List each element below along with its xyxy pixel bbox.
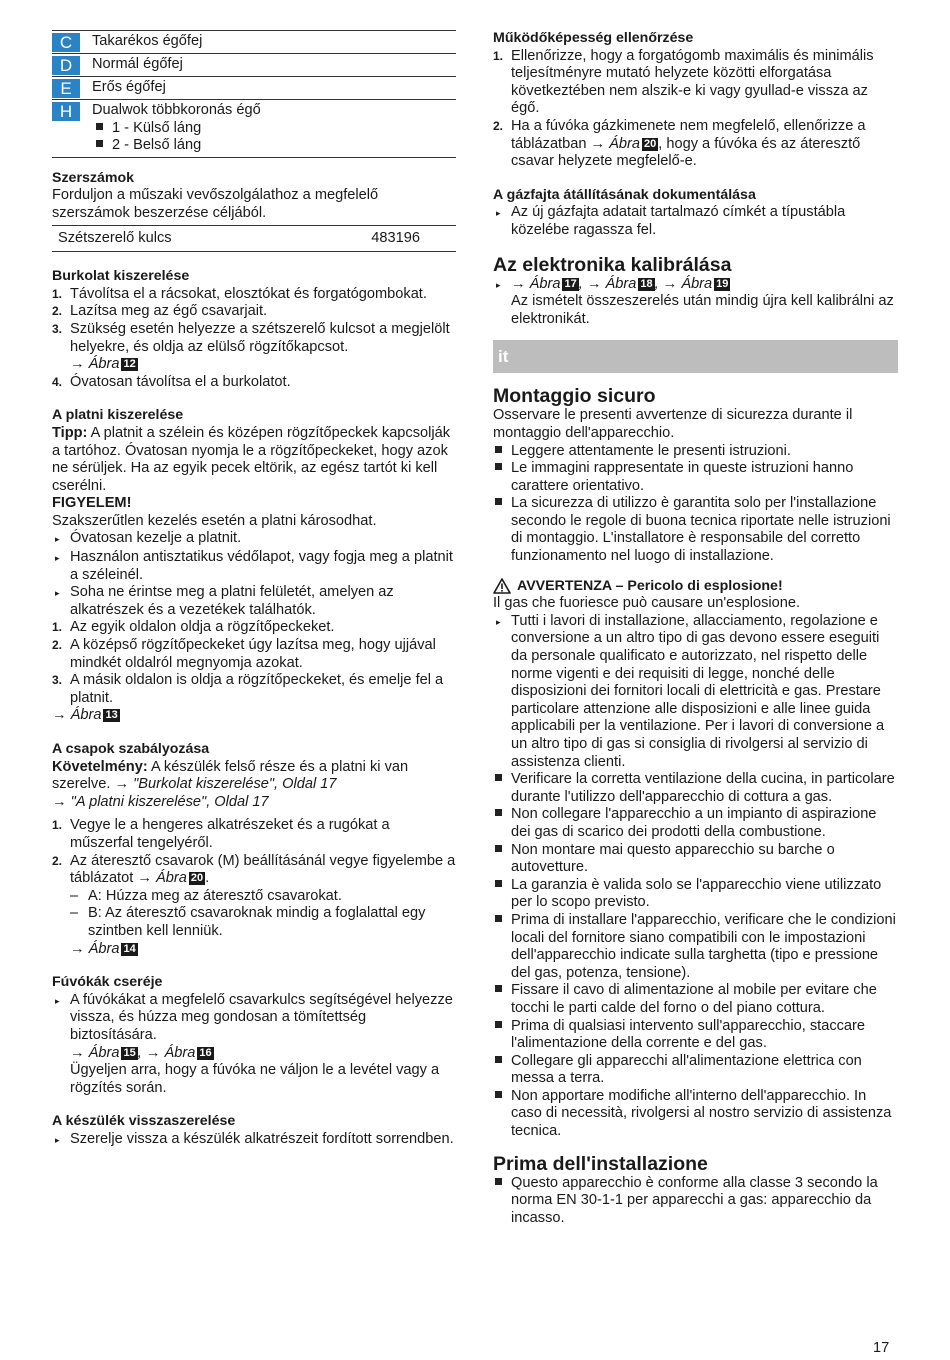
burner-key: C bbox=[52, 33, 80, 52]
figure-number: 20 bbox=[644, 137, 657, 150]
figure-number: 15 bbox=[123, 1046, 136, 1059]
list-item bbox=[493, 771, 898, 806]
triangle-bullet-icon: ▸ bbox=[55, 995, 60, 1006]
bullet-text: Prima di installare l'apparecchio, verificare che le condizioni locali del fornitore siano compatibili con le impostazioni dell'apparecchio indicate sulla targhetta (tipo e pressione del gas, potenza, tensione). bbox=[511, 911, 896, 981]
figure-ref: → Ábra bbox=[70, 1044, 120, 1061]
list-item bbox=[493, 1053, 898, 1088]
section-heading: A platni kiszerelése bbox=[52, 407, 184, 424]
list-item bbox=[493, 1018, 898, 1053]
page-number: 17 bbox=[873, 1340, 890, 1356]
right-column bbox=[493, 30, 898, 1227]
list-item bbox=[493, 806, 898, 841]
nozzles-section bbox=[52, 974, 456, 1097]
list-item: 2. Az áteresztő csavarok (M) beállításánál vegye figyelembe a táblázatot → Ábra 20 . bbox=[52, 852, 456, 887]
step-text: Lazítsa meg az égő csavarjait. bbox=[70, 303, 268, 320]
square-bullet-icon bbox=[495, 845, 502, 852]
square-bullet-icon bbox=[495, 1178, 502, 1185]
figure-number: 13 bbox=[105, 709, 118, 722]
square-bullet-icon bbox=[495, 774, 502, 781]
burner-label: Dualwok többkoronás égő bbox=[92, 102, 261, 118]
figure-ref: → Ábra bbox=[511, 275, 561, 292]
bullet-text: A fúvókákat a megfelelő csavarkulcs segítségével helyezze vissza, és húzza meg gondosan a tömítettség biztosítására. bbox=[70, 991, 453, 1043]
list-item bbox=[493, 613, 898, 771]
figure-number: 14 bbox=[123, 942, 136, 955]
triangle-bullet-icon: ▸ bbox=[496, 208, 501, 219]
square-bullet-icon bbox=[495, 1091, 502, 1098]
bullet-text: Tutti i lavori di installazione, allacciamento, regolazione e conversione a un altro tipo di gas devono essere eseguiti da personale qualificato e autorizzato, nel rispetto delle norme vigenti e dei requisiti di legge, nonché delle disposizioni dei fornitori locali di elettricità e gas. Prestare particolare attenzione alle disposizioni e alle linee guida applicabili per la ventilazione. Per i lavori di conversione a un altro tipo di gas si consiglia di rivolgersi al servizio di assistenza clienti. bbox=[511, 612, 885, 770]
section-heading: Szerszámok bbox=[52, 169, 135, 186]
bullet-text: Óvatosan kezelje a platnit. bbox=[70, 530, 242, 547]
caution-label: FIGYELEM! bbox=[52, 495, 132, 512]
square-bullet-icon bbox=[495, 446, 502, 453]
step-text: Szükség esetén helyezze a szétszerelő kulcsot a megjelölt helyekre, és oldja az elülső rögzítőkapcsot. bbox=[70, 320, 450, 355]
bullet-text: Szerelje vissza a készülék alkatrészeit fordított sorrendben. bbox=[70, 1130, 454, 1147]
list-item bbox=[493, 1088, 898, 1141]
square-bullet-icon bbox=[495, 809, 502, 816]
tool-code: 483196 bbox=[371, 229, 420, 246]
list-item: 1. Ellenőrizze, hogy a forgatógomb maximális és minimális teljesítményre mutató helyzete közötti elforgatása következtében nem alszik-e ki vagy gyullad-e vissza az égő. bbox=[493, 48, 898, 118]
burner-row bbox=[52, 54, 456, 77]
cross-reference: → "Burkolat kiszerelése", Oldal 17 bbox=[110, 776, 337, 793]
caution-text: Szakszerűtlen kezelés esetén a platni károsodhat. bbox=[52, 512, 377, 529]
paragraph: Osservare le presenti avvertenze di sicurezza durante il montaggio dell'apparecchio. bbox=[493, 407, 853, 441]
list-item bbox=[493, 204, 898, 239]
figure-ref: → Ábra bbox=[133, 870, 187, 887]
triangle-bullet-icon: ▸ bbox=[55, 588, 60, 599]
figure-number: 18 bbox=[640, 277, 653, 290]
plate-section bbox=[52, 407, 456, 725]
list-item bbox=[52, 530, 456, 549]
cover-section bbox=[52, 268, 456, 391]
burner-sublabel: 1 - Külső láng bbox=[112, 119, 202, 136]
requirement-text: A készülék felső része és a platni ki van szerelve. bbox=[52, 758, 409, 793]
step-text: Az egyik oldalon oldja a rögzítőpeckeket. bbox=[70, 619, 335, 636]
list-item bbox=[493, 495, 898, 565]
burner-label: Takarékos égőfej bbox=[92, 33, 203, 49]
list-item bbox=[493, 877, 898, 912]
step-text: , hogy a fúvóka és az áteresztő csavar helyzete megfelelő-e. bbox=[511, 135, 861, 170]
list-item bbox=[92, 137, 456, 155]
step-text: A másik oldalon is oldja a rögzítőpeckeket, és emelje fel a platnit. bbox=[70, 672, 444, 706]
tip-text: A platnit a szélein és középen rögzítőpeckek kapcsolják a tartóhoz. Óvatosan nyomja le a rögzítőpeckeket, hogy azok ne sérüljek. Ha az egyik pecek eltörik, az egész tartót ki kell cserélni. bbox=[52, 424, 451, 494]
triangle-bullet-icon: ▸ bbox=[55, 534, 60, 545]
bullet-text: Használon antisztatikus védőlapot, vagy fogja meg a platnit a széleinél. bbox=[70, 549, 453, 583]
section-heading: A gázfajta átállításának dokumentálása bbox=[493, 186, 756, 203]
tip-paragraph bbox=[52, 425, 456, 495]
dash-item-text: A: Húzza meg az áteresztő csavarokat. bbox=[88, 887, 342, 904]
burner-row bbox=[52, 77, 456, 100]
list-item: 3. A másik oldalon is oldja a rögzítőpeckeket, és emelje fel a platnit. bbox=[52, 672, 456, 707]
step-text: Ellenőrizze, hogy a forgatógomb maximális és minimális teljesítményre mutató helyzete közötti elforgatása következtében nem alszik-e ki vagy gyullad-e vissza az égő. bbox=[511, 47, 874, 117]
before-install-section bbox=[493, 1153, 898, 1228]
bullet-text: Le immagini rappresentate in queste istruzioni hanno carattere orientativo. bbox=[511, 460, 854, 494]
bullet-text: Non collegare l'apparecchio a un impianto di aspirazione dei gas di scarico dei prodotti della combustione. bbox=[511, 806, 877, 840]
bullet-text: Questo apparecchio è conforme alla classe 3 secondo la norma EN 30-1-1 per apparecchi a gas: apparecchio da incasso. bbox=[511, 1174, 878, 1226]
tools-section bbox=[52, 170, 456, 252]
list-item bbox=[52, 549, 456, 584]
taps-section bbox=[52, 741, 456, 958]
bullet-text: Soha ne érintse meg a platni felületét, amelyen az alkatrészek és a vezetékek találhatók. bbox=[70, 584, 394, 618]
bullet-text: Leggere attentamente le presenti istruzioni. bbox=[511, 442, 791, 459]
figure-ref: → Ábra bbox=[52, 707, 102, 724]
figure-number: 16 bbox=[199, 1046, 212, 1059]
step-text: Távolítsa el a rácsokat, elosztókat és forgatógombokat. bbox=[70, 285, 427, 302]
bullet-text: Az új gázfajta adatait tartalmazó címkét a típustábla közelébe ragassza fel. bbox=[511, 204, 846, 238]
figure-number: 19 bbox=[716, 277, 729, 290]
list-item: 1. Az egyik oldalon oldja a rögzítőpeckeket. bbox=[52, 619, 456, 637]
warning-text: Il gas che fuoriesce può causare un'esplosione. bbox=[493, 595, 801, 612]
burner-row bbox=[52, 31, 456, 54]
bullet-text: Prima di qualsiasi intervento sull'apparecchio, staccare l'alimentazione della corrente e del gas. bbox=[511, 1017, 866, 1052]
burner-label: Normál égőfej bbox=[92, 56, 183, 72]
list-item bbox=[493, 912, 898, 982]
square-bullet-icon bbox=[495, 985, 502, 992]
section-heading: Montaggio sicuro bbox=[493, 385, 656, 408]
burner-table bbox=[52, 30, 456, 158]
bullet-text: La garanzia è valida solo se l'apparecchio viene utilizzato per lo scopo previsto. bbox=[511, 876, 882, 911]
figure-line bbox=[70, 941, 456, 959]
bullet-text: Verificare la corretta ventilazione della cucina, in particolare durante l'utilizzo dell'apparecchio di cottura a gas. bbox=[511, 771, 895, 805]
figure-ref: , → Ábra bbox=[137, 1044, 196, 1061]
language-bar: it bbox=[493, 340, 898, 373]
square-bullet-icon bbox=[495, 498, 502, 505]
step-text: Vegye le a hengeres alkatrészeket és a rugókat a műszerfal tengelyéről. bbox=[70, 817, 390, 851]
tool-name: Szétszerelő kulcs bbox=[58, 229, 172, 246]
list-item: 2. Lazítsa meg az égő csavarjait. bbox=[52, 303, 456, 321]
check-section bbox=[493, 30, 898, 171]
burner-sublabel: 2 - Belső láng bbox=[112, 137, 202, 154]
section-heading: A csapok szabályozása bbox=[52, 741, 210, 757]
square-bullet-icon bbox=[96, 123, 103, 130]
figure-ref: → Ábra bbox=[70, 356, 120, 373]
paragraph: Forduljon a műszaki vevőszolgálathoz a megfelelő szerszámok beszerzése céljából. bbox=[52, 187, 379, 221]
warning-section bbox=[493, 578, 898, 1141]
figure-ref: → Ábra bbox=[70, 940, 120, 957]
safe-assembly-section bbox=[493, 385, 898, 565]
list-item: 1. Vegye le a hengeres alkatrészeket és a rugókat a műszerfal tengelyéről. bbox=[52, 817, 456, 852]
list-item: 2. Ha a fúvóka gázkimenete nem megfelelő, ellenőrizze a táblázatban → Ábra 20 , hogy a fúvóka és az áteresztő csavar helyzete megfelelő-e. bbox=[493, 117, 866, 170]
reassembly-section bbox=[52, 1113, 456, 1149]
figure-number: 12 bbox=[123, 358, 136, 371]
left-column bbox=[52, 30, 456, 1149]
list-item bbox=[493, 460, 898, 495]
step-text: Óvatosan távolítsa el a burkolatot. bbox=[70, 373, 291, 390]
square-bullet-icon bbox=[495, 463, 502, 470]
list-item bbox=[493, 1175, 898, 1228]
bullet-text: La sicurezza di utilizzo è garantita solo per l'installazione secondo le regole di buona tecnica riportate nelle istruzioni di montaggio. L'installatore è responsabile del corretto funzionamento nel luogo di installazione. bbox=[511, 495, 891, 565]
tools-table bbox=[52, 225, 456, 253]
requirement-label: Követelmény: bbox=[52, 758, 148, 775]
square-bullet-icon bbox=[495, 1021, 502, 1028]
burner-key: E bbox=[52, 79, 80, 98]
square-bullet-icon bbox=[96, 140, 103, 147]
step-text: Az áteresztő csavarok (M) beállításánál vegye figyelembe a táblázatot bbox=[70, 852, 456, 887]
burner-row bbox=[52, 100, 456, 158]
list-item bbox=[52, 992, 456, 1098]
list-item: 2. A középső rögzítőpeckeket úgy lazítsa meg, hogy ujjával mindkét oldalról megnyomja azokat. bbox=[52, 637, 456, 672]
section-heading: Működőképesség ellenőrzése bbox=[493, 30, 694, 46]
burner-label: Erős égőfej bbox=[92, 79, 166, 95]
section-heading: A készülék visszaszerelése bbox=[52, 1113, 236, 1130]
tip-label: Tipp: bbox=[52, 424, 88, 441]
section-heading: Fúvókák cseréje bbox=[52, 974, 163, 991]
list-item: 4. Óvatosan távolítsa el a burkolatot. bbox=[52, 374, 456, 392]
step-text: A középső rögzítőpeckeket úgy lazítsa meg, hogy ujjával mindkét oldalról megnyomja azokat. bbox=[70, 637, 436, 671]
figure-line bbox=[52, 707, 456, 725]
step-text: Ha a fúvóka gázkimenete nem megfelelő, ellenőrizze a táblázatban bbox=[511, 117, 866, 152]
figure-number: 20 bbox=[190, 872, 204, 885]
list-item: – B: Az áteresztő csavaroknak mindig a foglalattal egy szintben kell lenniük. bbox=[70, 905, 456, 940]
list-item bbox=[92, 120, 456, 138]
section-heading: Az elektronika kalibrálása bbox=[493, 253, 732, 276]
list-item bbox=[493, 443, 898, 461]
dash-item-text: B: Az áteresztő csavaroknak mindig a foglalattal egy szintben kell lenniük. bbox=[88, 905, 426, 939]
bullet-text: Non apportare modifiche all'interno dell'apparecchio. In caso di necessità, rivolgersi al nostro servizio di assistenza tecnica. bbox=[511, 1087, 892, 1140]
gasdoc-section bbox=[493, 187, 898, 240]
bullet-text: Non montare mai questo apparecchio su barche o autovetture. bbox=[511, 841, 835, 876]
triangle-bullet-icon: ▸ bbox=[496, 279, 501, 290]
list-item bbox=[493, 842, 898, 877]
cross-reference: → "A platni kiszerelése", Oldal 17 bbox=[52, 793, 269, 810]
list-item bbox=[493, 982, 898, 1017]
section-heading: Prima dell'installazione bbox=[493, 1152, 708, 1175]
list-item: 3. Szükség esetén helyezze a szétszerelő kulcsot a megjelölt helyekre, és oldja az elülső rögzítőkapcsot. → Ábra 12 bbox=[52, 320, 450, 373]
figure-ref: , → Ábra bbox=[578, 275, 637, 292]
bullet-text: Collegare gli apparecchi all'alimentazione elettrica con messa a terra. bbox=[511, 1052, 862, 1087]
burner-key: H bbox=[52, 102, 80, 121]
square-bullet-icon bbox=[495, 880, 502, 887]
triangle-bullet-icon: ▸ bbox=[496, 616, 501, 627]
calibration-section bbox=[493, 254, 898, 329]
list-item bbox=[52, 584, 456, 619]
list-item: 1. Távolítsa el a rácsokat, elosztókat és forgatógombokat. bbox=[52, 286, 456, 304]
triangle-bullet-icon: ▸ bbox=[55, 553, 60, 564]
triangle-bullet-icon: ▸ bbox=[55, 1134, 60, 1145]
note-text: Ügyeljen arra, hogy a fúvóka ne váljon le a levétel vagy a rögzítés során. bbox=[70, 1062, 440, 1096]
warning-icon bbox=[493, 578, 511, 594]
warning-heading bbox=[493, 578, 898, 596]
square-bullet-icon bbox=[495, 1056, 502, 1063]
list-item: – A: Húzza meg az áteresztő csavarokat. bbox=[70, 888, 456, 906]
burner-key: D bbox=[52, 56, 80, 75]
section-heading: Burkolat kiszerelése bbox=[52, 268, 190, 285]
figure-ref: , → Ábra bbox=[654, 275, 713, 292]
warning-title: AVVERTENZA – Pericolo di esplosione! bbox=[517, 577, 783, 594]
burner-cell bbox=[80, 100, 456, 157]
figure-number: 17 bbox=[564, 277, 577, 290]
square-bullet-icon bbox=[495, 915, 502, 922]
list-item bbox=[52, 1131, 456, 1150]
bullet-text: Fissare il cavo di alimentazione al mobile per evitare che tocchi le parti calde del forno o del piano cottura. bbox=[511, 982, 877, 1016]
figure-ref: → Ábra bbox=[586, 135, 640, 152]
list-item bbox=[493, 276, 898, 329]
paragraph: Az ismételt összeszerelés után mindig újra kell kalibrálni az elektronikát. bbox=[511, 293, 894, 327]
requirement-paragraph bbox=[52, 759, 456, 812]
